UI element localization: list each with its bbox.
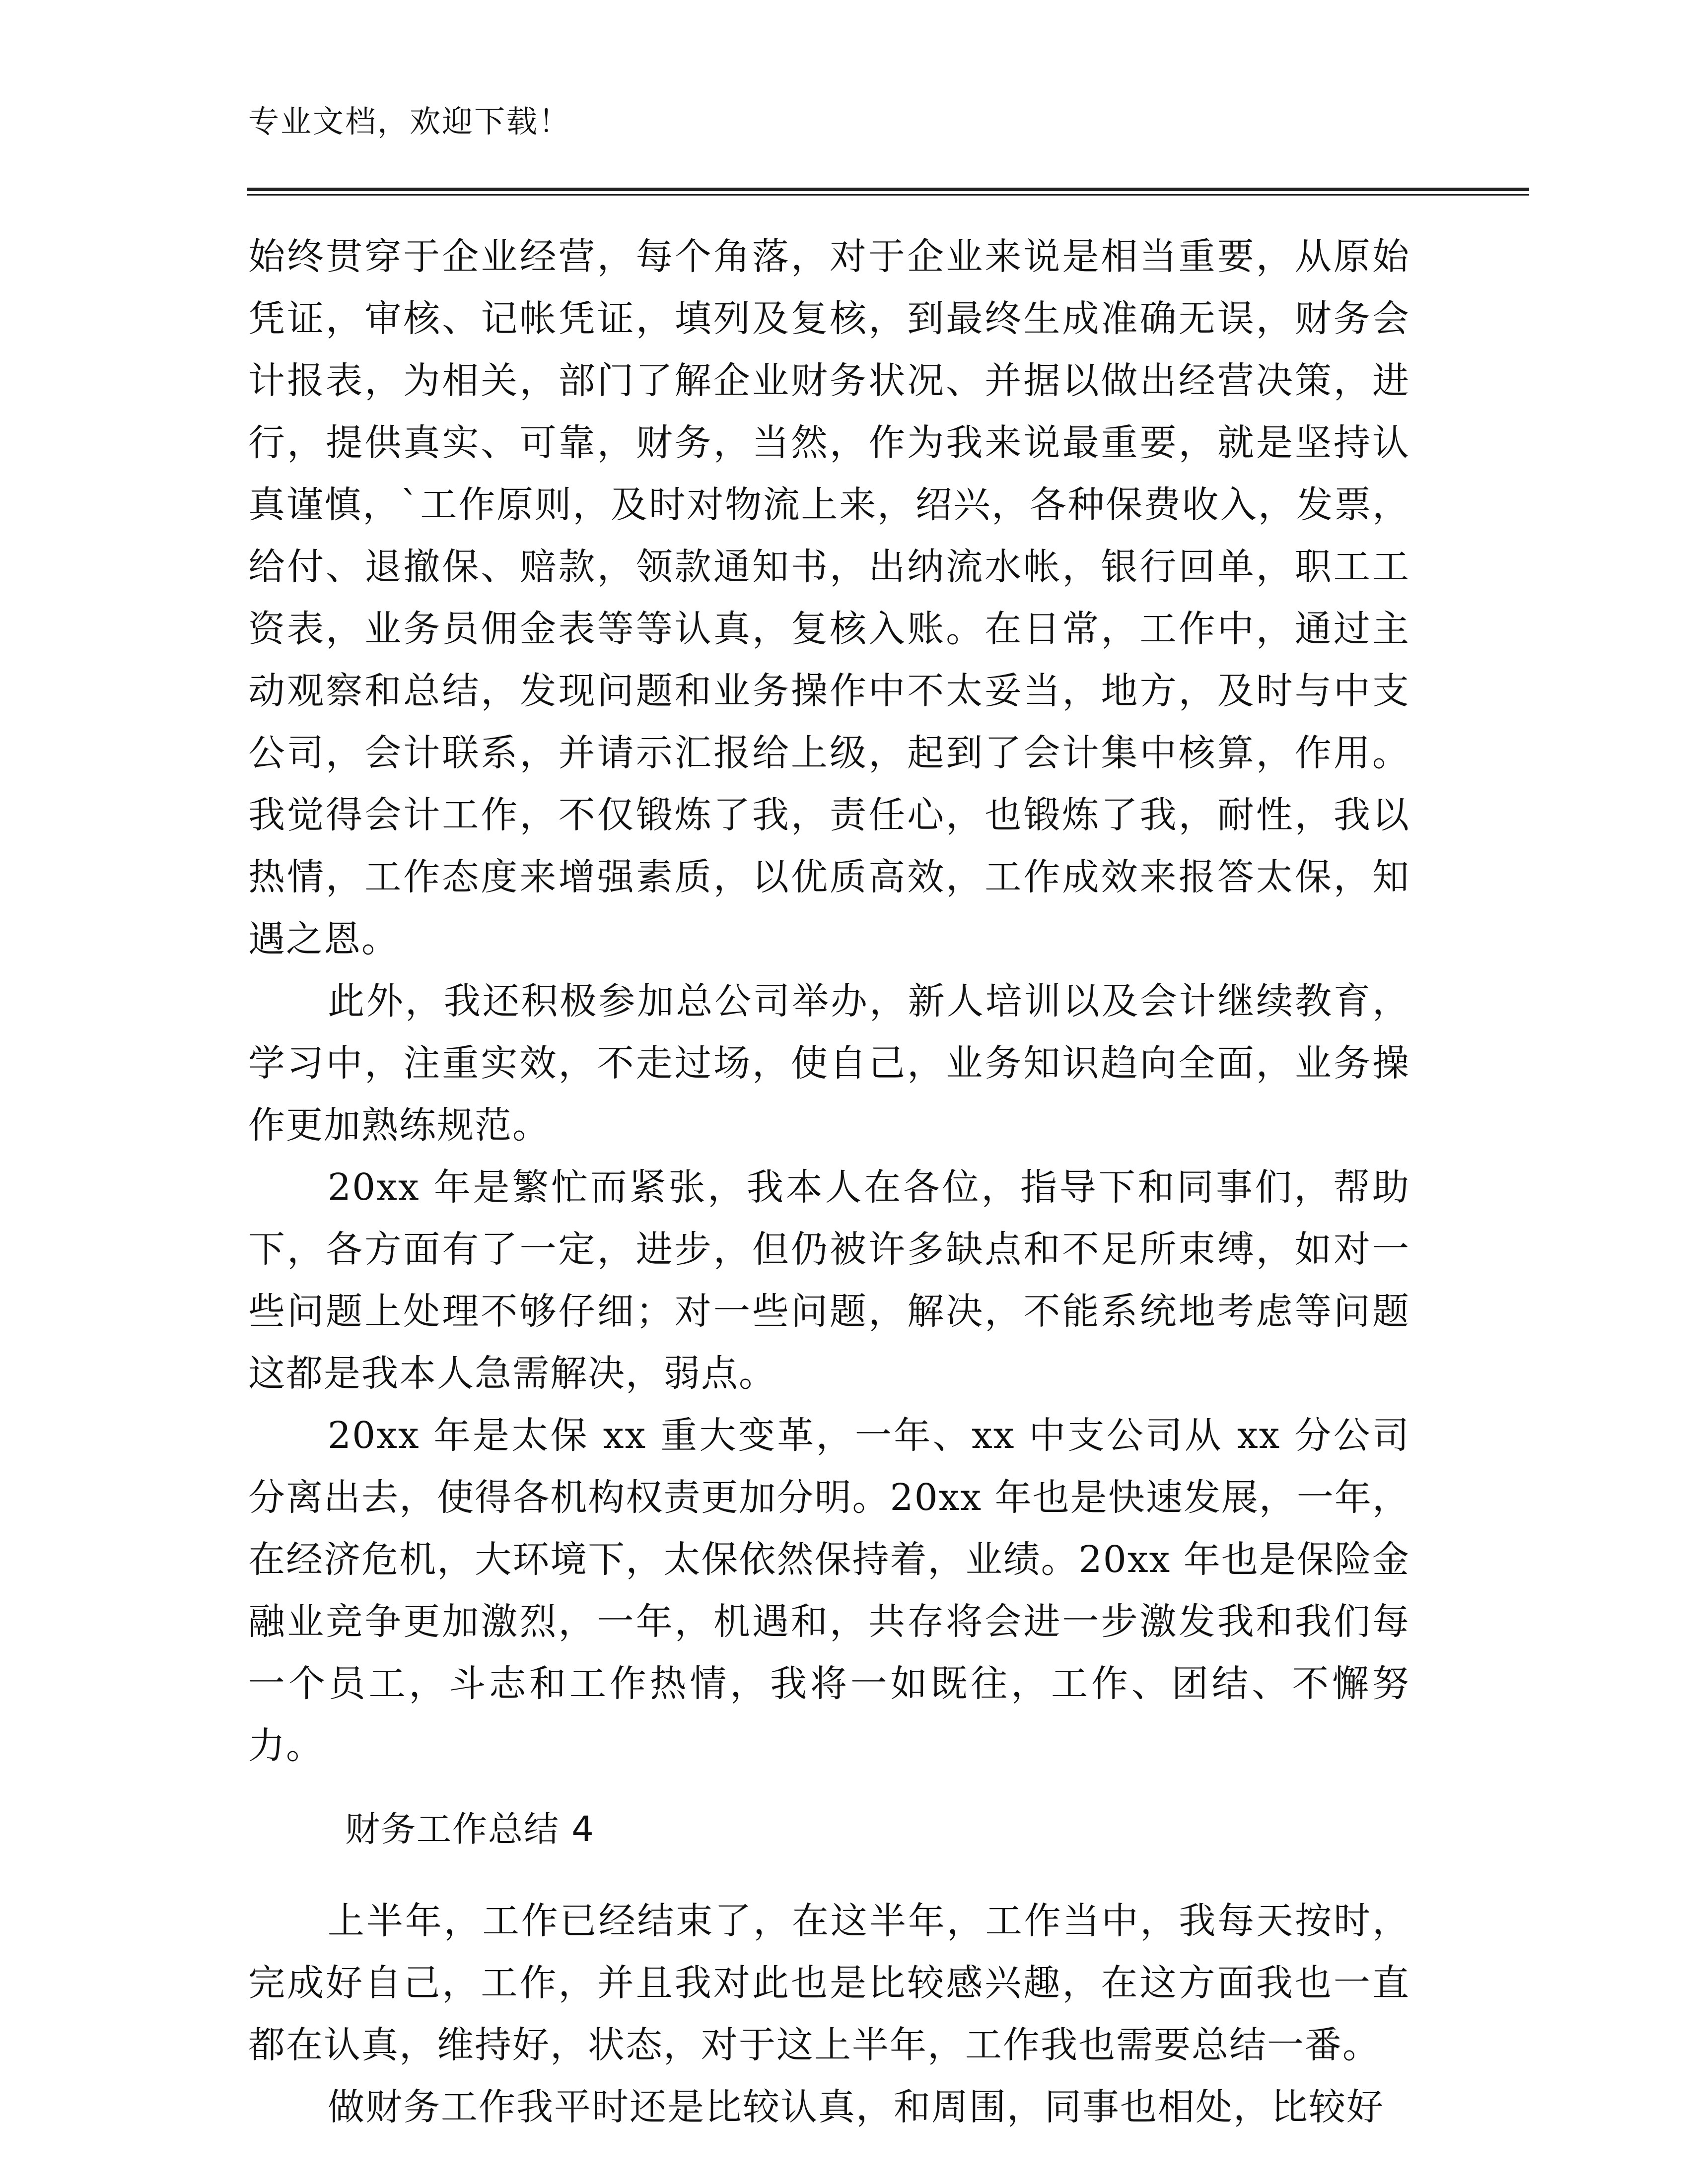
body-paragraph: 始终贯穿于企业经营，每个角落，对于企业来说是相当重要，从原始凭证，审核、记帐凭证，填列及复核，到最终生成准确无误，财务会计报表，为相关，部门了解企业财务状况、并据以做出经营决策，进行，提供真实、可靠，财务，当然，作为我来说最重要，就是坚持认真谨慎，`工作原则，及时对物流上来，绍兴，各种保费收入，发票，给付、退撤保、赔款，领款通知书，出纳流水帐，银行回单，职工工资表，业务员佣金表等等认真，复核入账。在日常，工作中，通过主动观察和总结，发现问题和业务操作中不太妥当，地方，及时与中支公司，会计联系，并请示汇报给上级，起到了会计集中核算，作用。我觉得会计工作，不仅锻炼了我，责任心，也锻炼了我，耐性，我以热情，工作态度来增强素质，以优质高效，工作成效来报答太保，知遇之恩。	[248, 235, 1410, 960]
body-paragraph: 此外，我还积极参加总公司举办，新人培训以及会计继续教育，学习中，注重实效，不走过场，使自己，业务知识趋向全面，业务操作更加熟练规范。	[248, 980, 1410, 1147]
section-title: 财务工作总结 4	[345, 1809, 595, 1849]
document-body	[248, 226, 1410, 2138]
body-paragraph: 20xx 年是繁忙而紧张，我本人在各位，指导下和同事们，帮助下，各方面有了一定，进步，但仍被许多缺点和不足所束缚，如对一些问题上处理不够仔细；对一些问题，解决，不能系统地考虑等问题这都是我本人急需解决，弱点。	[248, 1166, 1410, 1395]
section-paragraph: 做财务工作我平时还是比较认真，和周围，同事也相处，比较好	[328, 2086, 1384, 2128]
header-divider-thin	[247, 194, 1529, 196]
body-paragraph: 20xx 年是太保 xx 重大变革，一年、xx 中支公司从 xx 分公司分离出去，使得各机构权责更加分明。20xx 年也是快速发展，一年，在经济危机，大环境下，太保依然保持着，业绩。20xx 年也是保险金融业竞争更加激烈，一年，机遇和，共存将会进一步激发我和我们每一个员工，斗志和工作热情，我将一如既往，工作、团结、不懈努力。	[248, 1414, 1410, 1767]
header-divider-thick	[247, 188, 1529, 191]
page-header: 专业文档，欢迎下载！	[248, 103, 571, 139]
section-paragraph: 上半年，工作已经结束了，在这半年，工作当中，我每天按时，完成好自己，工作，并且我对此也是比较感兴趣，在这方面我也一直都在认真，维持好，状态，对于这上半年，工作我也需要总结一番。	[248, 1900, 1410, 2066]
